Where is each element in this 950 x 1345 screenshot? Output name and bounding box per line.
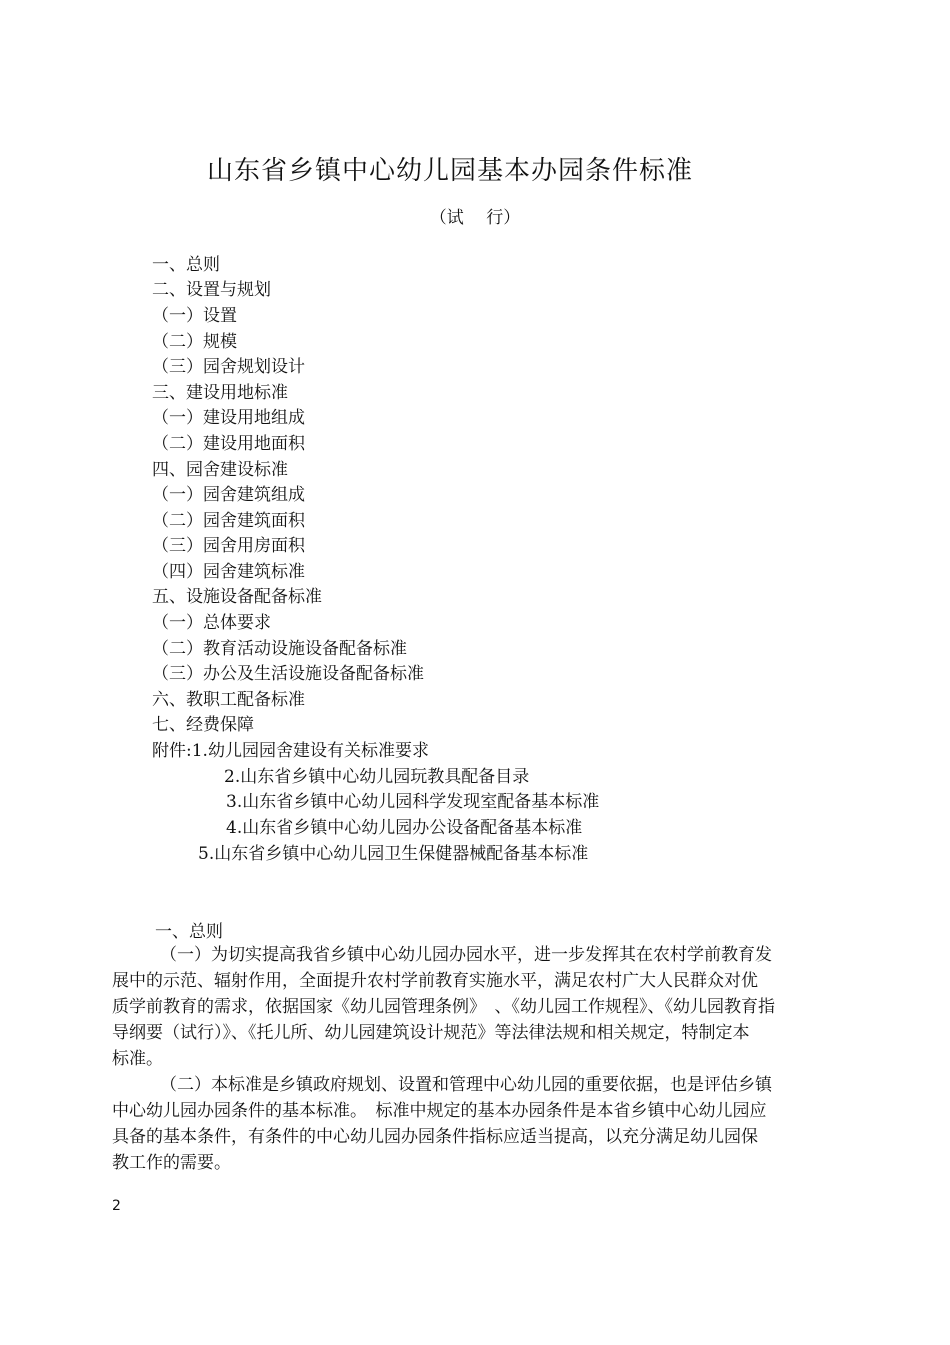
paragraph-line: 导纲要（试行）》、《托儿所、幼儿园建筑设计规范》等法律法规和相关规定，特制定本	[112, 1023, 750, 1043]
toc-item: （二）建设用地面积	[152, 434, 305, 454]
toc-item: 五、设施设备配备标准	[152, 587, 322, 607]
paragraph-line: 标准。	[112, 1049, 163, 1069]
toc-item: 4.山东省乡镇中心幼儿园办公设备配备基本标准	[226, 818, 583, 838]
toc-item: （二）教育活动设施设备配备标准	[152, 639, 407, 659]
page-number: 2	[112, 1198, 121, 1214]
toc-item: （一）建设用地组成	[152, 408, 305, 428]
toc-item: 3.山东省乡镇中心幼儿园科学发现室配备基本标准	[226, 792, 600, 812]
toc-item: 一、总则	[152, 255, 220, 275]
paragraph-line: 教工作的需要。	[112, 1153, 231, 1173]
section-heading: 一、总则	[155, 922, 223, 942]
toc-item: 5.山东省乡镇中心幼儿园卫生保健器械配备基本标准	[198, 844, 589, 864]
toc-item: （三）办公及生活设施设备配备标准	[152, 664, 424, 684]
paragraph-line: 展中的示范、辐射作用，全面提升农村学前教育实施水平，满足农村广大人民群众对优	[112, 971, 758, 991]
toc-item: 四、园舍建设标准	[152, 460, 288, 480]
toc-item: 附件:1.幼儿园园舍建设有关标准要求	[152, 741, 429, 761]
toc-item: （三）园舍规划设计	[152, 357, 305, 377]
paragraph-line: 具备的基本条件，有条件的中心幼儿园办园条件指标应适当提高，以充分满足幼儿园保	[112, 1127, 758, 1147]
toc-item: （四）园舍建筑标准	[152, 562, 305, 582]
toc-item: （三）园舍用房面积	[152, 536, 305, 556]
toc-item: （一）总体要求	[152, 613, 271, 633]
toc-item: 六、教职工配备标准	[152, 690, 305, 710]
toc-item: 三、建设用地标准	[152, 383, 288, 403]
paragraph-line: 质学前教育的需求，依据国家《幼儿园管理条例》 、《幼儿园工作规程》、《幼儿园教育指	[112, 997, 775, 1017]
toc-item: （一）园舍建筑组成	[152, 485, 305, 505]
toc-item: 二、设置与规划	[152, 280, 271, 300]
document-title: 山东省乡镇中心幼儿园基本办园条件标准	[206, 156, 693, 186]
paragraph-line: （二）本标准是乡镇政府规划、设置和管理中心幼儿园的重要依据，也是评估乡镇	[160, 1075, 772, 1095]
toc-item: （一）设置	[152, 306, 237, 326]
paragraph-line: 中心幼儿园办园条件的基本标准。 标准中规定的基本办园条件是本省乡镇中心幼儿园应	[112, 1101, 767, 1121]
toc-item: 2.山东省乡镇中心幼儿园玩教具配备目录	[224, 767, 530, 787]
toc-item: （二）规模	[152, 332, 237, 352]
toc-item: 七、经费保障	[152, 715, 254, 735]
document-subtitle: （试 行）	[429, 208, 521, 228]
toc-item: （二）园舍建筑面积	[152, 511, 305, 531]
paragraph-line: （一）为切实提高我省乡镇中心幼儿园办园水平，进一步发挥其在农村学前教育发	[160, 945, 772, 965]
